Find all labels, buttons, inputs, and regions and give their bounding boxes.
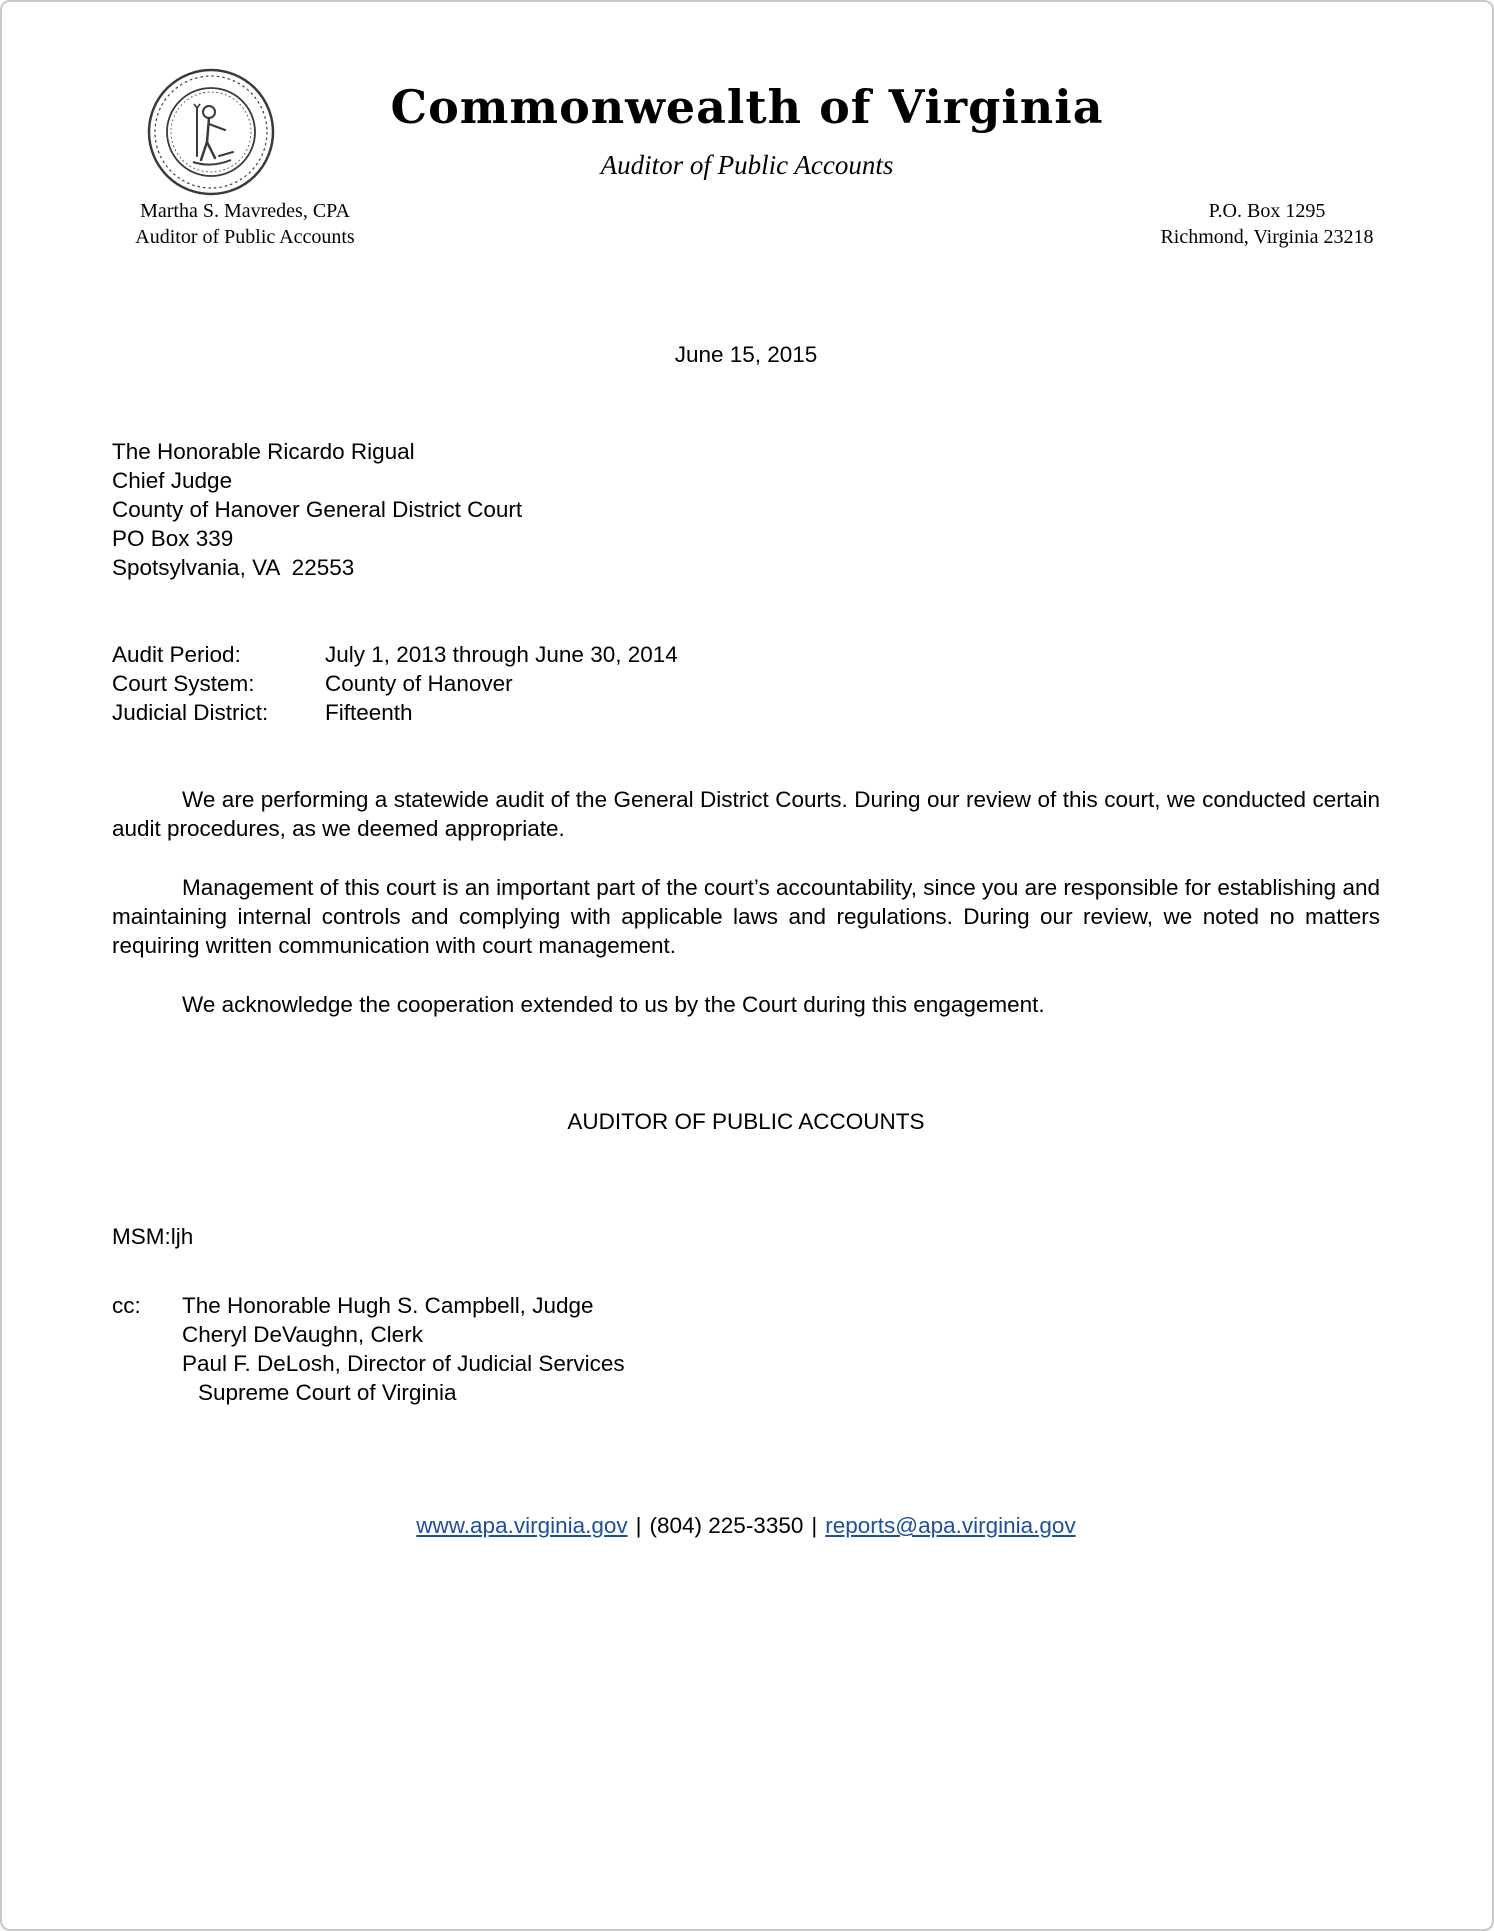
- org-name: Commonwealth of Virginia: [390, 80, 1104, 134]
- city-state-zip-line: Richmond, Virginia 23218: [1160, 226, 1374, 248]
- detail-row: [112, 669, 1380, 698]
- footer-separator: |: [811, 1513, 818, 1538]
- letter-body: [2, 340, 1492, 1540]
- website-link[interactable]: www.apa.virginia.gov: [416, 1513, 628, 1538]
- detail-row: [112, 640, 1380, 669]
- recipient-block: [112, 437, 1380, 582]
- org-subtitle: Auditor of Public Accounts: [600, 150, 894, 180]
- detail-value: Fifteenth: [325, 700, 413, 725]
- cc-line: Cheryl DeVaughn, Clerk: [182, 1322, 423, 1347]
- detail-value: July 1, 2013 through June 30, 2014: [325, 642, 678, 667]
- cc-lines: [182, 1291, 625, 1407]
- virginia-state-seal-icon: [147, 68, 275, 196]
- cc-label: cc:: [112, 1293, 141, 1318]
- detail-value: County of Hanover: [325, 671, 513, 696]
- email-link[interactable]: reports@apa.virginia.gov: [825, 1513, 1076, 1538]
- recipient-line: Chief Judge: [112, 468, 233, 493]
- phone-number: (804) 225-3350: [649, 1513, 804, 1538]
- mailing-address-block: [1142, 198, 1392, 250]
- paragraph: We are performing a statewide audit of the General District Courts. During our review of this court, we conducted certain audit procedures, as we deemed appropriate.: [112, 787, 1380, 841]
- po-box-line: P.O. Box 1295: [1208, 200, 1326, 222]
- recipient-line: The Honorable Ricardo Rigual: [112, 439, 415, 464]
- official-contact-block: [120, 198, 370, 250]
- recipient-line: PO Box 339: [112, 526, 234, 551]
- cc-line: Paul F. DeLosh, Director of Judicial Services: [182, 1351, 625, 1376]
- detail-label: Audit Period:: [112, 642, 241, 667]
- signature-org: AUDITOR OF PUBLIC ACCOUNTS: [567, 1109, 925, 1134]
- letter-date: June 15, 2015: [674, 342, 818, 367]
- reference-initials: MSM:ljh: [112, 1224, 194, 1249]
- recipient-line: County of Hanover General District Court: [112, 497, 523, 522]
- footer-separator: |: [635, 1513, 642, 1538]
- paragraph: Management of this court is an important part of the court’s accountability, since you are responsible for establishing and maintaining internal controls and complying with applicable laws and regulations. During our review, we noted no matters requiring written communication with court management.: [112, 875, 1380, 958]
- detail-label: Judicial District:: [112, 700, 269, 725]
- official-title: Auditor of Public Accounts: [135, 226, 355, 248]
- detail-label: Court System:: [112, 671, 255, 696]
- cc-line: Supreme Court of Virginia: [198, 1380, 457, 1405]
- official-name: Martha S. Mavredes, CPA: [140, 200, 350, 222]
- paragraph: We acknowledge the cooperation extended to us by the Court during this engagement.: [182, 992, 1045, 1017]
- recipient-line: Spotsylvania, VA 22553: [112, 555, 355, 580]
- detail-row: [112, 698, 1380, 727]
- audit-details-block: [112, 640, 1380, 727]
- cc-line: The Honorable Hugh S. Campbell, Judge: [182, 1293, 594, 1318]
- page-footer: [112, 1511, 1380, 1540]
- cc-block: [112, 1291, 1380, 1407]
- letter-paragraphs: [112, 785, 1380, 1019]
- letterhead: [2, 2, 1492, 252]
